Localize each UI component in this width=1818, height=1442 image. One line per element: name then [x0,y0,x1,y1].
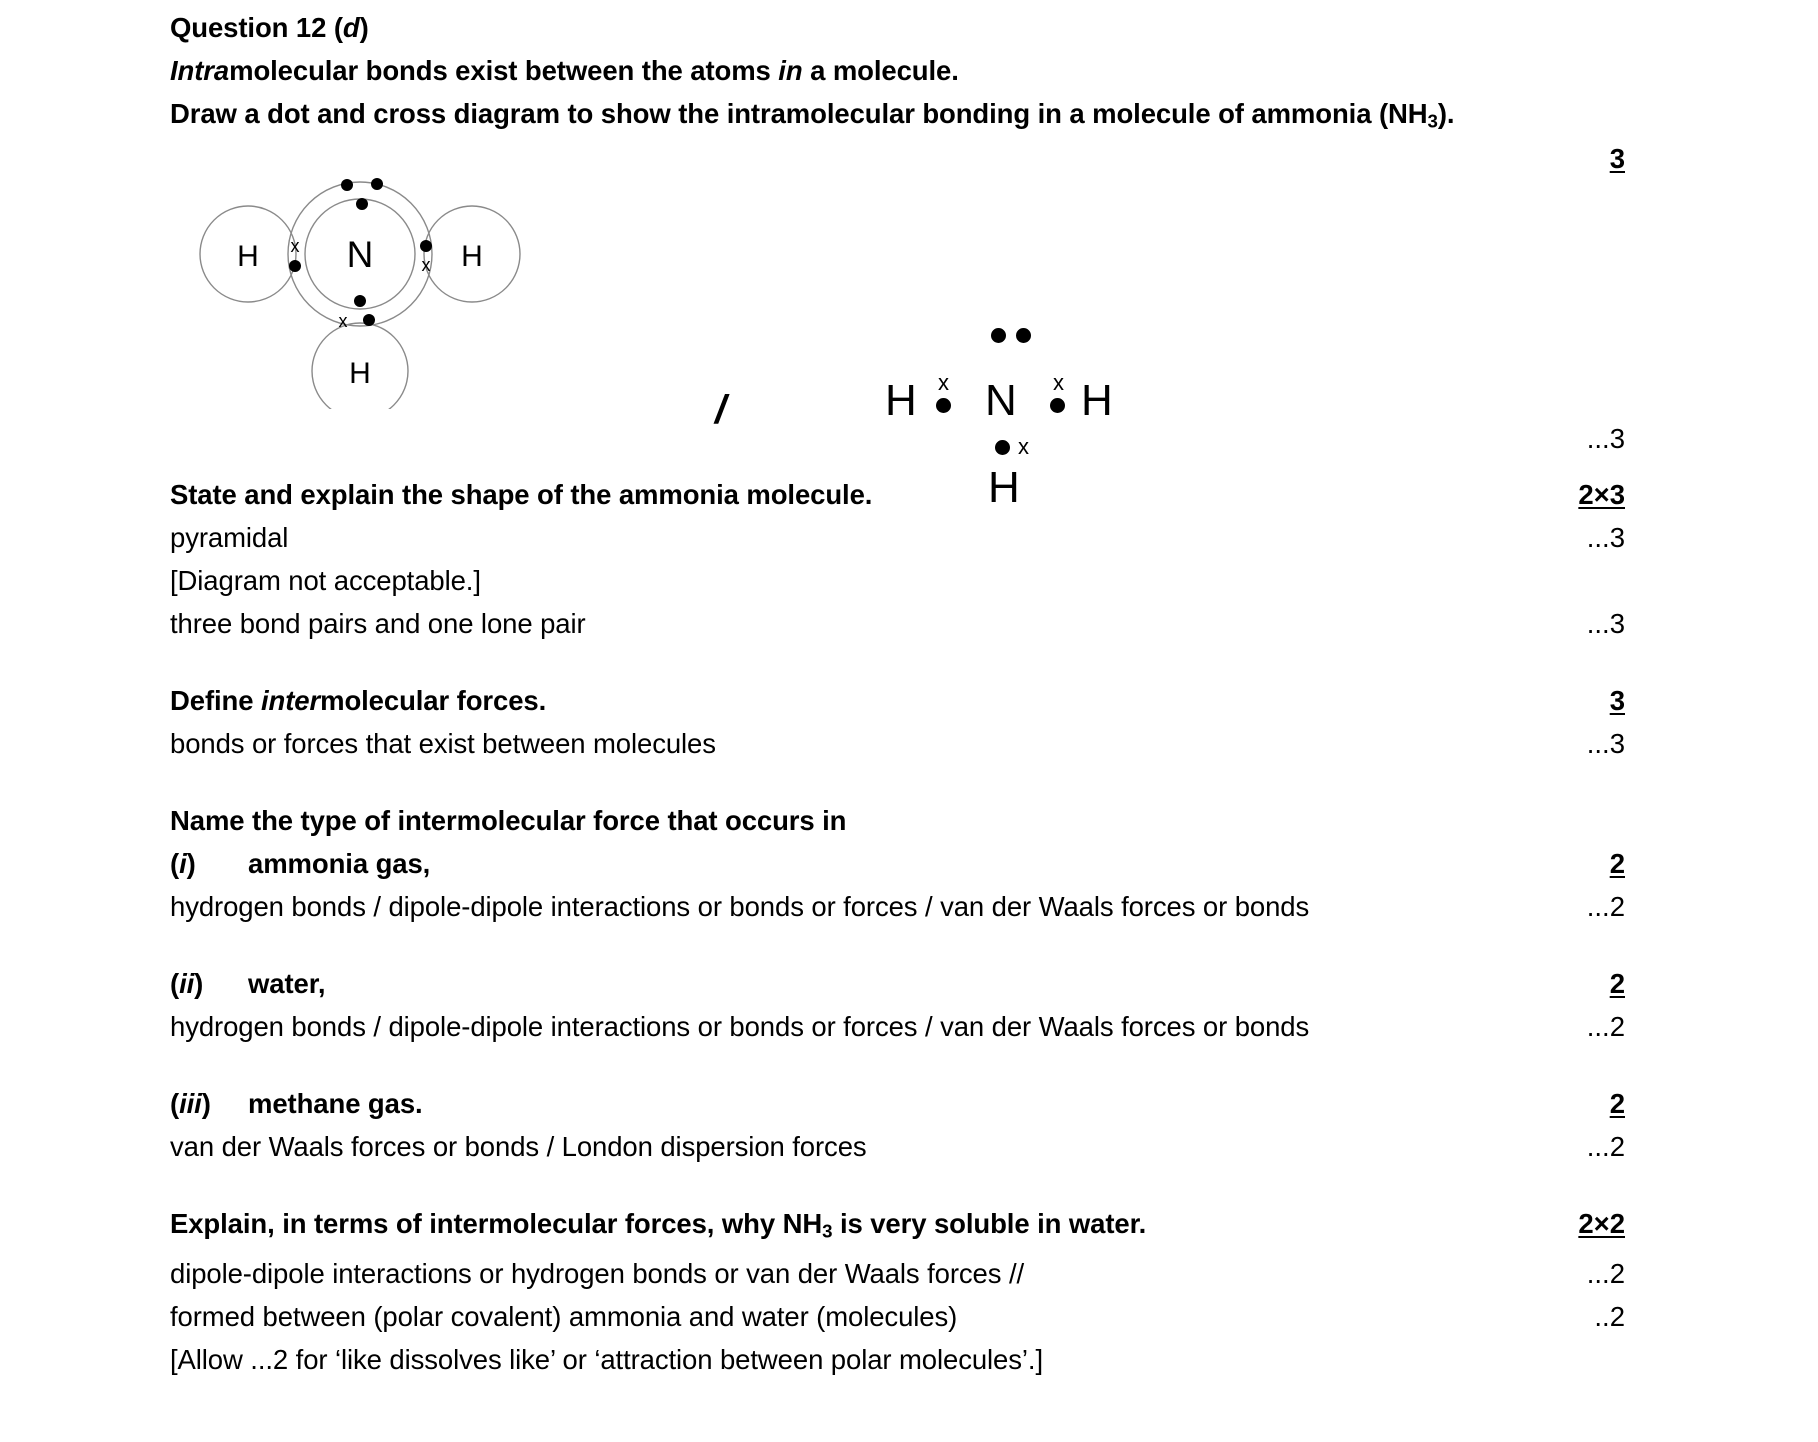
name-item-label-1 [170,962,325,1005]
lewis-h-bottom: H [988,462,1020,512]
explain-answer-1: formed between (polar covalent) ammonia and water (molecules) [170,1301,958,1333]
spacer-4 [170,1048,1670,1082]
shape-answer-row-0 [170,516,1625,559]
shape-answer-1: [Diagram not acceptable.] [170,564,481,596]
lone-pair-dot-right [1016,328,1031,343]
page-content [170,6,1670,1381]
name-item-answer-row-1 [170,1005,1625,1048]
name-item-text-2: methane gas. [248,1087,423,1119]
ammonia-shell-diagram [180,149,540,409]
diagram-mark-total: 3 [1609,142,1625,174]
name-heading: Name the type of intermolecular force that occurs in [170,804,847,836]
name-item-numeral-0: (i) [170,847,196,879]
name-item-row-1 [170,962,1625,1005]
question-title-suffix: ) [359,12,369,43]
explain-answer-row-2 [170,1338,1625,1381]
define-answer-mark: ...3 [1586,727,1625,759]
shape-answer-mark-2: ...3 [1586,607,1625,639]
spacer-5 [170,1168,1670,1202]
define-question-a: Define [170,684,261,716]
name-item-answer-1: hydrogen bonds / dipole-dipole interactions or bonds or forces / van der Waals forces or bonds [170,1010,1310,1042]
name-item-mark-total-1: 2 [1609,967,1625,999]
explain-question-b: is very soluble in water. [832,1207,1147,1239]
question-title-row [170,6,1625,49]
name-item-text-0: ammonia gas, [248,847,431,879]
define-mark-total: 3 [1609,684,1625,716]
name-item-mark-total-2: 2 [1609,1087,1625,1119]
spacer-2 [170,765,1670,799]
explain-answer-2: [Allow ...2 for ‘like dissolves like’ or ‘attraction between polar molecules’.] [170,1344,1043,1376]
diagram-separator: / [715,387,727,432]
svg-text:N: N [346,233,374,275]
spacer-1 [170,645,1670,679]
lewis-dot-right [1050,398,1065,413]
explain-question-row [170,1202,1625,1253]
intra-tail: a molecule. [802,55,959,86]
shape-question: State and explain the shape of the ammonia molecule. [170,478,873,510]
spacer-3 [170,928,1670,962]
lewis-cross-left: x [938,369,949,395]
intra-in-word: in [778,55,803,86]
draw-instruction-b: ). [1437,98,1455,129]
svg-text:x: x [338,310,348,331]
name-item-mark-total-0: 2 [1609,847,1625,879]
define-question [170,679,546,722]
explain-nh3-subscript: 3 [822,1220,833,1242]
name-item-answer-2: van der Waals forces or bonds / London dispersion forces [170,1130,867,1162]
name-item-answer-row-2 [170,1125,1625,1168]
shape-answer-row-1 [170,559,1625,602]
question-title-letter: d [342,12,360,43]
explain-answer-0: dipole-dipole interactions or hydrogen bonds or van der Waals forces // [170,1258,1025,1290]
lewis-cross-right: x [1053,369,1064,395]
ammonia-lewis-diagram [885,328,1135,512]
question-title-prefix: Question 12 ( [170,12,343,43]
draw-instruction-a: Draw a dot and cross diagram to show the intramolecular bonding in a molecule of ammonia (NH [170,98,1428,129]
shape-answer-2: three bond pairs and one lone pair [170,607,586,639]
svg-text:H: H [237,239,259,273]
explain-answer-row-1 [170,1295,1625,1338]
lone-pair-dot-left [991,328,1006,343]
name-heading-row [170,799,1625,842]
nh3-subscript: 3 [1427,110,1438,132]
explain-question-a: Explain, in terms of intermolecular forces, why NH [170,1207,823,1239]
name-item-numeral-1: (ii) [170,967,204,999]
name-item-numeral-text-2: iii [179,1087,202,1119]
name-item-text-1: water, [248,967,326,999]
name-item-numeral-text-0: i [179,847,187,879]
intra-body: molecular bonds exist between the atoms [229,55,779,86]
define-answer-row [170,722,1625,765]
svg-text:H: H [461,239,483,273]
svg-text:H: H [349,356,371,390]
intra-prefix: Intra [170,55,230,86]
name-item-row-2 [170,1082,1625,1125]
name-item-label-0 [170,842,430,885]
define-question-row [170,679,1625,722]
explain-mark-total: 2×2 [1578,1207,1625,1239]
draw-instruction [170,92,1454,143]
define-answer: bonds or forces that exist between molecules [170,727,716,759]
name-item-answer-mark-1: ...2 [1586,1010,1625,1042]
draw-instruction-row [170,92,1625,143]
name-item-label-2 [170,1082,423,1125]
question-title [170,6,369,49]
explain-answer-mark-1: ..2 [1594,1301,1625,1333]
lewis-cross-bottom: x [1018,433,1029,459]
name-item-numeral-2: (iii) [170,1087,211,1119]
define-question-italic: inter [261,684,321,716]
name-item-answer-mark-0: ...2 [1586,890,1625,922]
svg-text:x: x [421,254,431,275]
intramolecular-definition-row [170,49,1625,92]
define-question-b: molecular forces. [320,684,547,716]
shape-answer-row-2 [170,602,1625,645]
explain-answer-row-0 [170,1252,1625,1295]
intramolecular-definition [170,49,959,92]
name-item-answer-row-0 [170,885,1625,928]
lewis-h-left: H [885,375,917,425]
name-item-row-0 [170,842,1625,885]
explain-answer-mark-0: ...2 [1586,1258,1625,1290]
shape-mark-total: 2×3 [1578,478,1625,510]
lewis-h-right: H [1081,375,1113,425]
explain-question [170,1202,1146,1253]
name-item-numeral-text-1: ii [179,967,195,999]
lewis-n-center: N [985,375,1017,425]
svg-text:x: x [290,235,300,256]
shape-answer-mark-0: ...3 [1586,521,1625,553]
name-item-answer-0: hydrogen bonds / dipole-dipole interactions or bonds or forces / van der Waals forces or bonds [170,890,1310,922]
diagram-mark-awarded: ...3 [1586,422,1625,454]
lewis-dot-left [936,398,951,413]
lewis-dot-bottom [995,440,1010,455]
shape-answer-0: pyramidal [170,521,289,553]
name-item-answer-mark-2: ...2 [1586,1130,1625,1162]
